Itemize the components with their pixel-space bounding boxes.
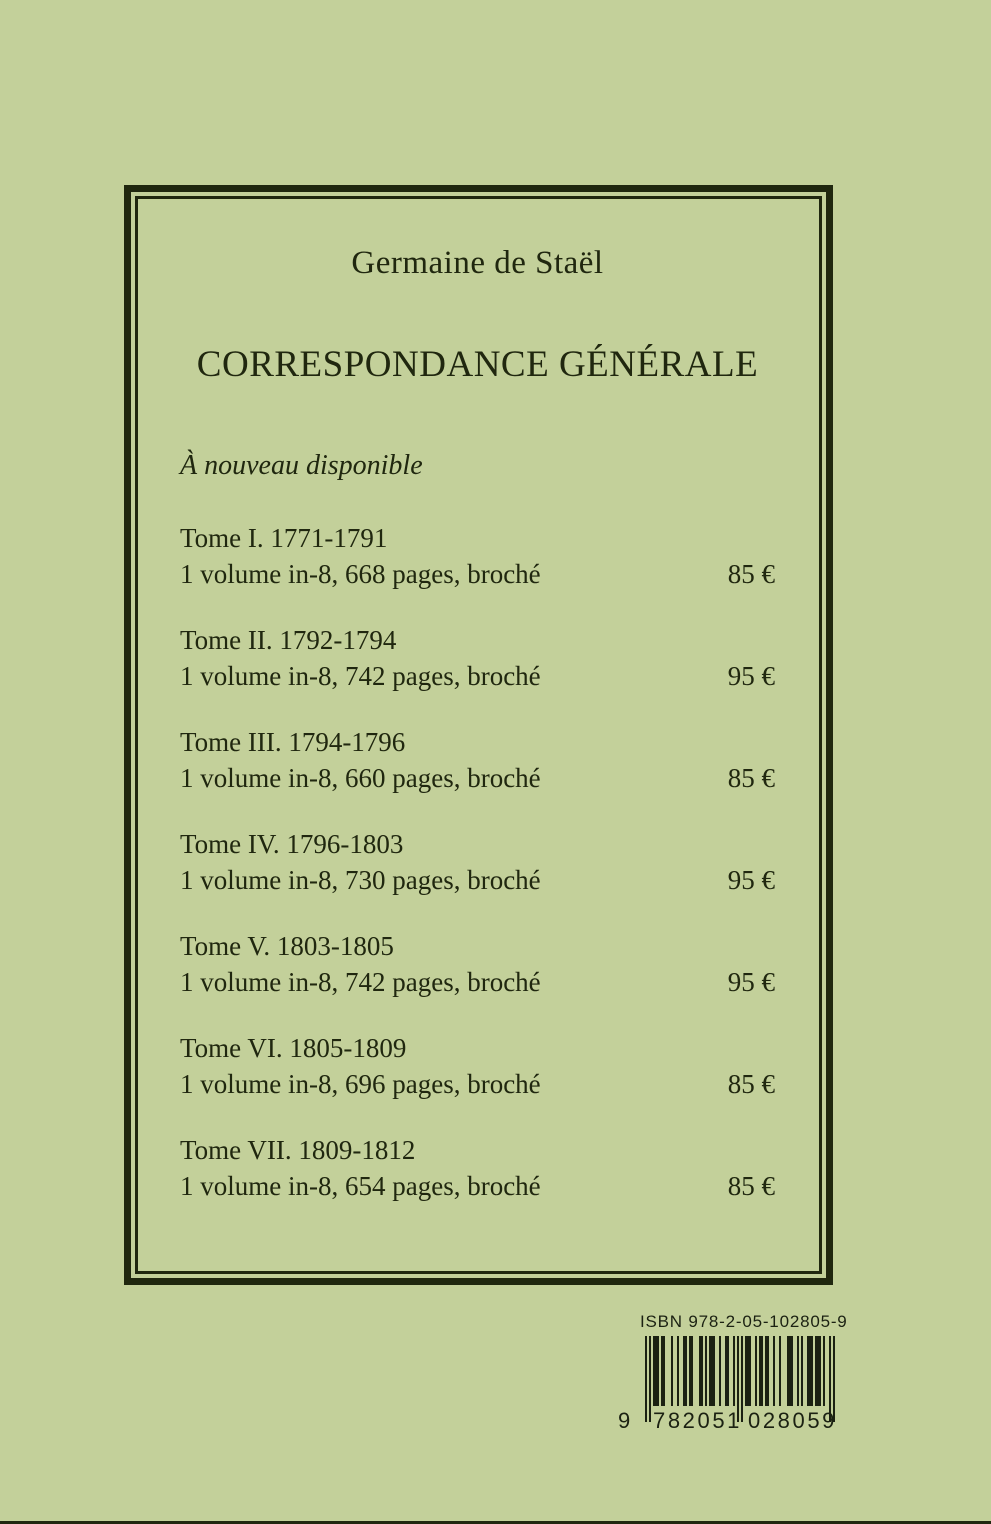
barcode-bar [727,1336,729,1406]
barcode-bar [767,1336,769,1406]
volume-list [180,520,775,1204]
cover-content [138,199,819,1271]
volume-entry [180,928,775,1000]
author-name: Germaine de Staël [351,245,604,281]
barcode-bar [791,1336,793,1406]
volume-heading: Tome II. 1792-1794 [180,625,397,655]
barcode-bar [761,1336,763,1406]
barcode-bar [733,1336,735,1406]
cover-frame [124,185,833,1285]
barcode-digit-lead: 9 [618,1408,631,1433]
isbn-label: ISBN 978-2-05-102805-9 [640,1312,848,1331]
barcode-bar [677,1336,679,1406]
barcode-bar [823,1336,825,1406]
barcode-bar [755,1336,757,1406]
volume-heading: Tome III. 1794-1796 [180,727,406,757]
barcode-bar [649,1336,651,1422]
volume-details: 1 volume in-8, 742 pages, broché [180,661,541,691]
volume-details: 1 volume in-8, 730 pages, broché [180,865,541,895]
barcode-bar [663,1336,665,1406]
volume-heading: Tome V. 1803-1805 [180,931,394,961]
volume-price: 95 € [727,865,775,895]
volume-entry [180,520,775,592]
volume-price: 95 € [727,661,775,691]
volume-details: 1 volume in-8, 742 pages, broché [180,967,541,997]
volume-heading: Tome VI. 1805-1809 [180,1033,407,1063]
volume-entry [180,1132,775,1204]
barcode-bar [719,1336,721,1406]
volume-entry [180,826,775,898]
volume-price: 85 € [727,763,775,793]
barcode-bar [801,1336,803,1406]
barcode-bar [811,1336,813,1406]
barcode-bar [691,1336,693,1406]
volume-details: 1 volume in-8, 696 pages, broché [180,1069,541,1099]
barcode-bar [749,1336,751,1406]
barcode-bar [779,1336,781,1406]
barcode-bar [819,1336,821,1406]
cover-frame-inner [135,196,822,1274]
barcode-bar [671,1336,673,1406]
volume-heading: Tome I. 1771-1791 [180,523,388,553]
volume-entry [180,1030,775,1102]
isbn-block [614,1310,874,1460]
volume-price: 85 € [727,1171,775,1201]
barcode-bar [685,1336,687,1406]
barcode-bar [705,1336,707,1406]
barcode-bar [657,1336,659,1406]
barcode-bar [797,1336,799,1406]
barcode-digits-group1: 782051 [653,1408,743,1433]
page-title: CORRESPONDANCE GÉNÉRALE [196,344,759,385]
volume-details: 1 volume in-8, 654 pages, broché [180,1171,541,1201]
barcode-digits-group2: 028059 [748,1408,838,1433]
volume-details: 1 volume in-8, 660 pages, broché [180,763,541,793]
barcode-bar [713,1336,715,1406]
volume-details: 1 volume in-8, 668 pages, broché [180,559,541,589]
barcode-bar [773,1336,775,1406]
volume-price: 85 € [727,1069,775,1099]
volume-price: 95 € [727,967,775,997]
volume-price: 85 € [727,559,775,589]
availability-note: À nouveau disponible [180,450,423,481]
barcode-bar [701,1336,703,1406]
volume-entry [180,724,775,796]
volume-heading: Tome IV. 1796-1803 [180,829,404,859]
volume-entry [180,622,775,694]
barcode-bar [645,1336,647,1422]
volume-heading: Tome VII. 1809-1812 [180,1135,416,1165]
